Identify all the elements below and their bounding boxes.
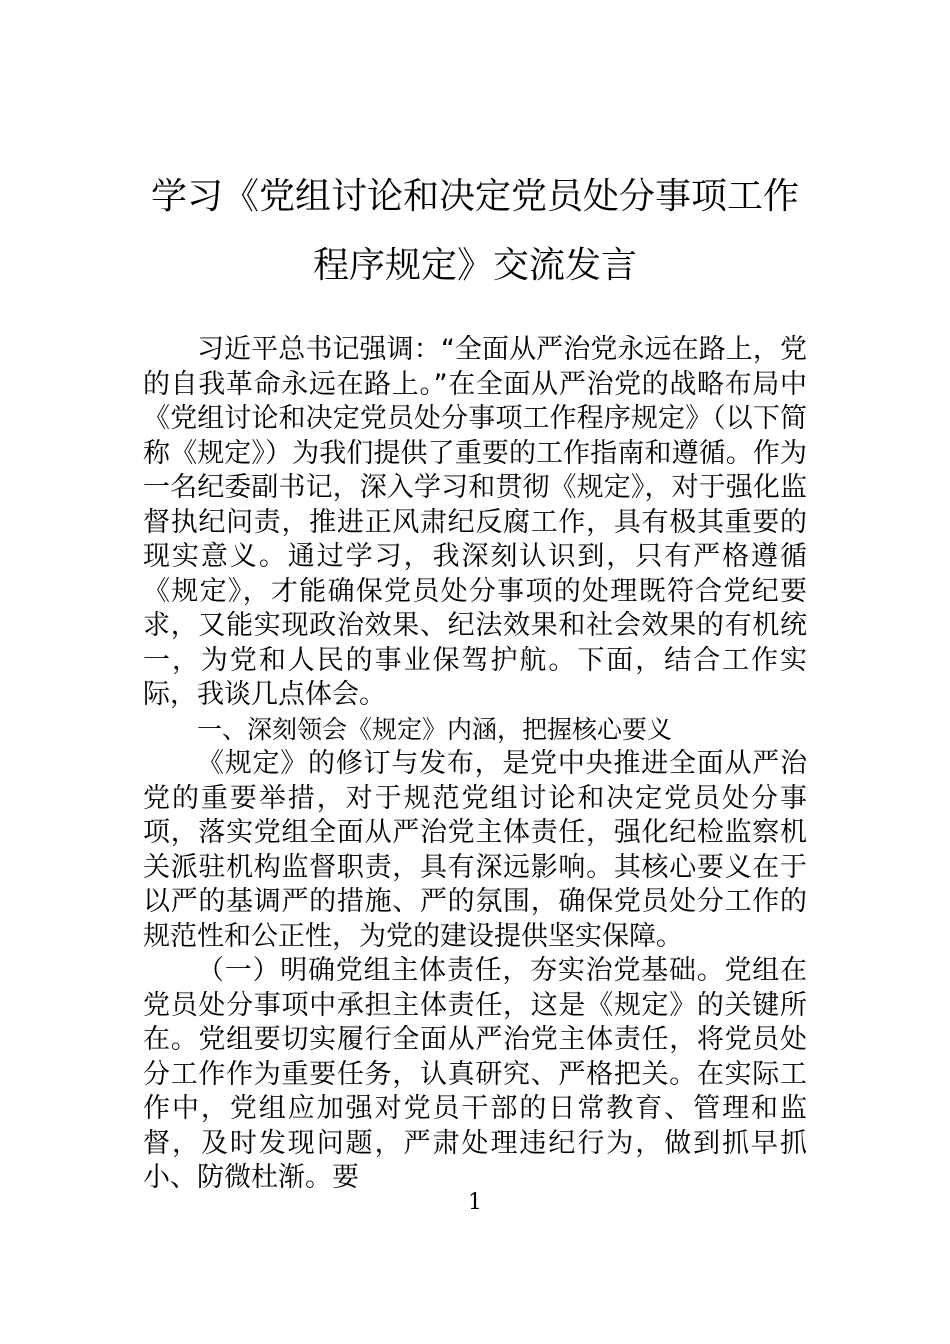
document-title-line-1: 学习《党组讨论和决定党员处分事项工作: [150, 176, 799, 217]
document-body: [143, 333, 807, 1196]
paragraph-subsection-1: （一）明确党组主体责任，夯实治党基础。党组在党员处分事项中承担主体责任，这是《规定》的关键所在。党组要切实履行全面从严治党主体责任，将党员处分工作作为重要任务，认真研究、严格把关。在实际工作中，党组应加强对党员干部的日常教育、管理和监督，及时发现问题，严肃处理违纪行为，做到抓早抓小、防微杜渐。要: [143, 955, 807, 1193]
paragraph-section-1: 《规定》的修订与发布，是党中央推进全面从严治党的重要举措，对于规范党组讨论和决定党员处分事项，落实党组全面从严治党主体责任，强化纪检监察机关派驻机构监督职责，具有深远影响。其核心要义在于以严的基调严的措施、严的氛围，确保党员处分工作的规范性和公正性，为党的建设提供坚实保障。: [143, 748, 807, 952]
section-heading-1: 一、深刻领会《规定》内涵，把握核心要义: [197, 714, 673, 744]
document-title-line-2: 程序规定》交流发言: [312, 245, 637, 286]
paragraph-intro: 习近平总书记强调：“全面从严治党永远在路上，党的自我革命永远在路上。”在全面从严治党的战略布局中《党组讨论和决定党员处分事项工作程序规定》（以下简称《规定》）为我们提供了重要的工作指南和遵循。作为一名纪委副书记，深入学习和贯彻《规定》，对于强化监督执纪问责，推进正风肃纪反腐工作，具有极其重要的现实意义。通过学习，我深刻认识到，只有严格遵循《规定》，才能确保党员处分事项的处理既符合党纪要求，又能实现政治效果、纪法效果和社会效果的有机统一，为党和人民的事业保驾护航。下面，结合工作实际，我谈几点体会。: [143, 334, 807, 710]
page-number: 1: [468, 1190, 482, 1215]
